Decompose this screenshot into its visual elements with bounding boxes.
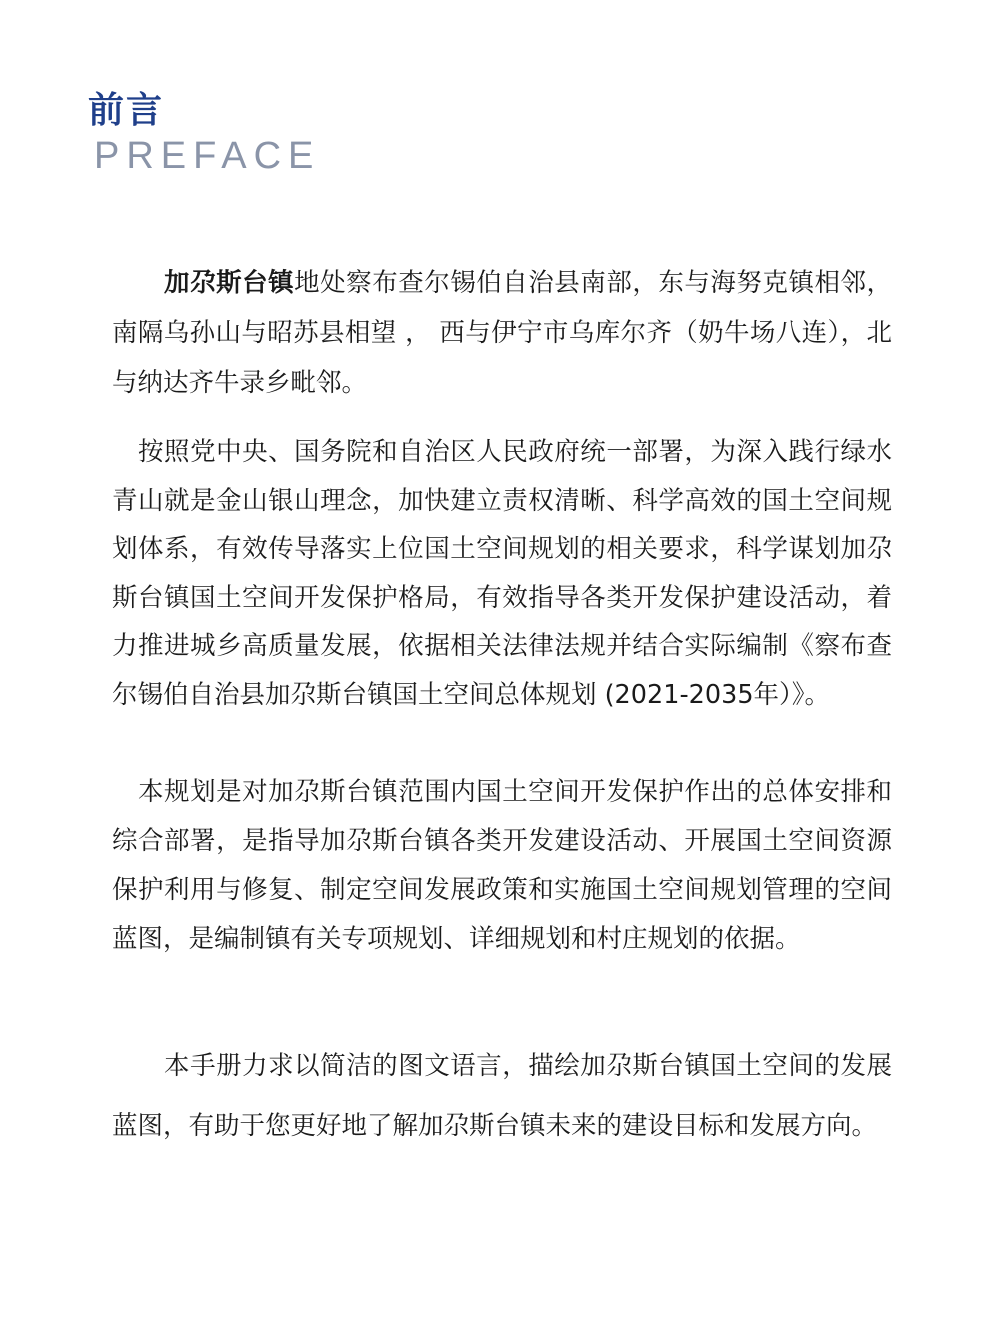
paragraph-text: 本规划是对加尕斯台镇范围内国土空间开发保护作出的总体安排和综合部署，是指导加尕斯台镇各类开发建设活动、开展国土空间资源保护利用与修复、制定空间发展政策和实施国土空间规划管理的空间蓝图，是编制镇有关专项规划、详细规划和村庄规划的依据。 [112, 777, 892, 954]
page-subtitle: PREFACE [94, 135, 321, 177]
paragraph-intro [112, 258, 892, 408]
paragraph-purpose [112, 768, 892, 964]
paragraph-text: 本手册力求以简洁的图文语言，描绘加尕斯台镇国土空间的发展蓝图，有助于您更好地了解加尕斯台镇未来的建设目标和发展方向。 [112, 1051, 892, 1141]
paragraph-indent [112, 777, 138, 807]
paragraph-background [112, 428, 892, 719]
paragraph-indent [112, 268, 164, 298]
paragraph-indent [112, 437, 138, 467]
paragraph-indent [112, 1051, 164, 1081]
page-title: 前言 [88, 89, 165, 131]
paragraph-text: 地处察布查尔锡伯自治县南部，东与海努克镇相邻，南隔乌孙山与昭苏县相望 ， 西与伊宁市乌库尔齐（奶牛场八连），北与纳达齐牛录乡毗邻。 [112, 268, 892, 398]
town-name: 加尕斯台镇 [164, 268, 295, 298]
paragraph-handbook [112, 1036, 892, 1156]
paragraph-text: 按照党中央、国务院和自治区人民政府统一部署，为深入践行绿水青山就是金山银山理念，加快建立责权清晰、科学高效的国土空间规划体系，有效传导落实上位国土空间规划的相关要求，科学谋划加尕斯台镇国土空间开发保护格局，有效指导各类开发保护建设活动，着力推进城乡高质量发展，依据相关法律法规并结合实际编制《察布查尔锡伯自治县加尕斯台镇国土空间总体规划 (2021-2035年）》。 [112, 437, 892, 710]
